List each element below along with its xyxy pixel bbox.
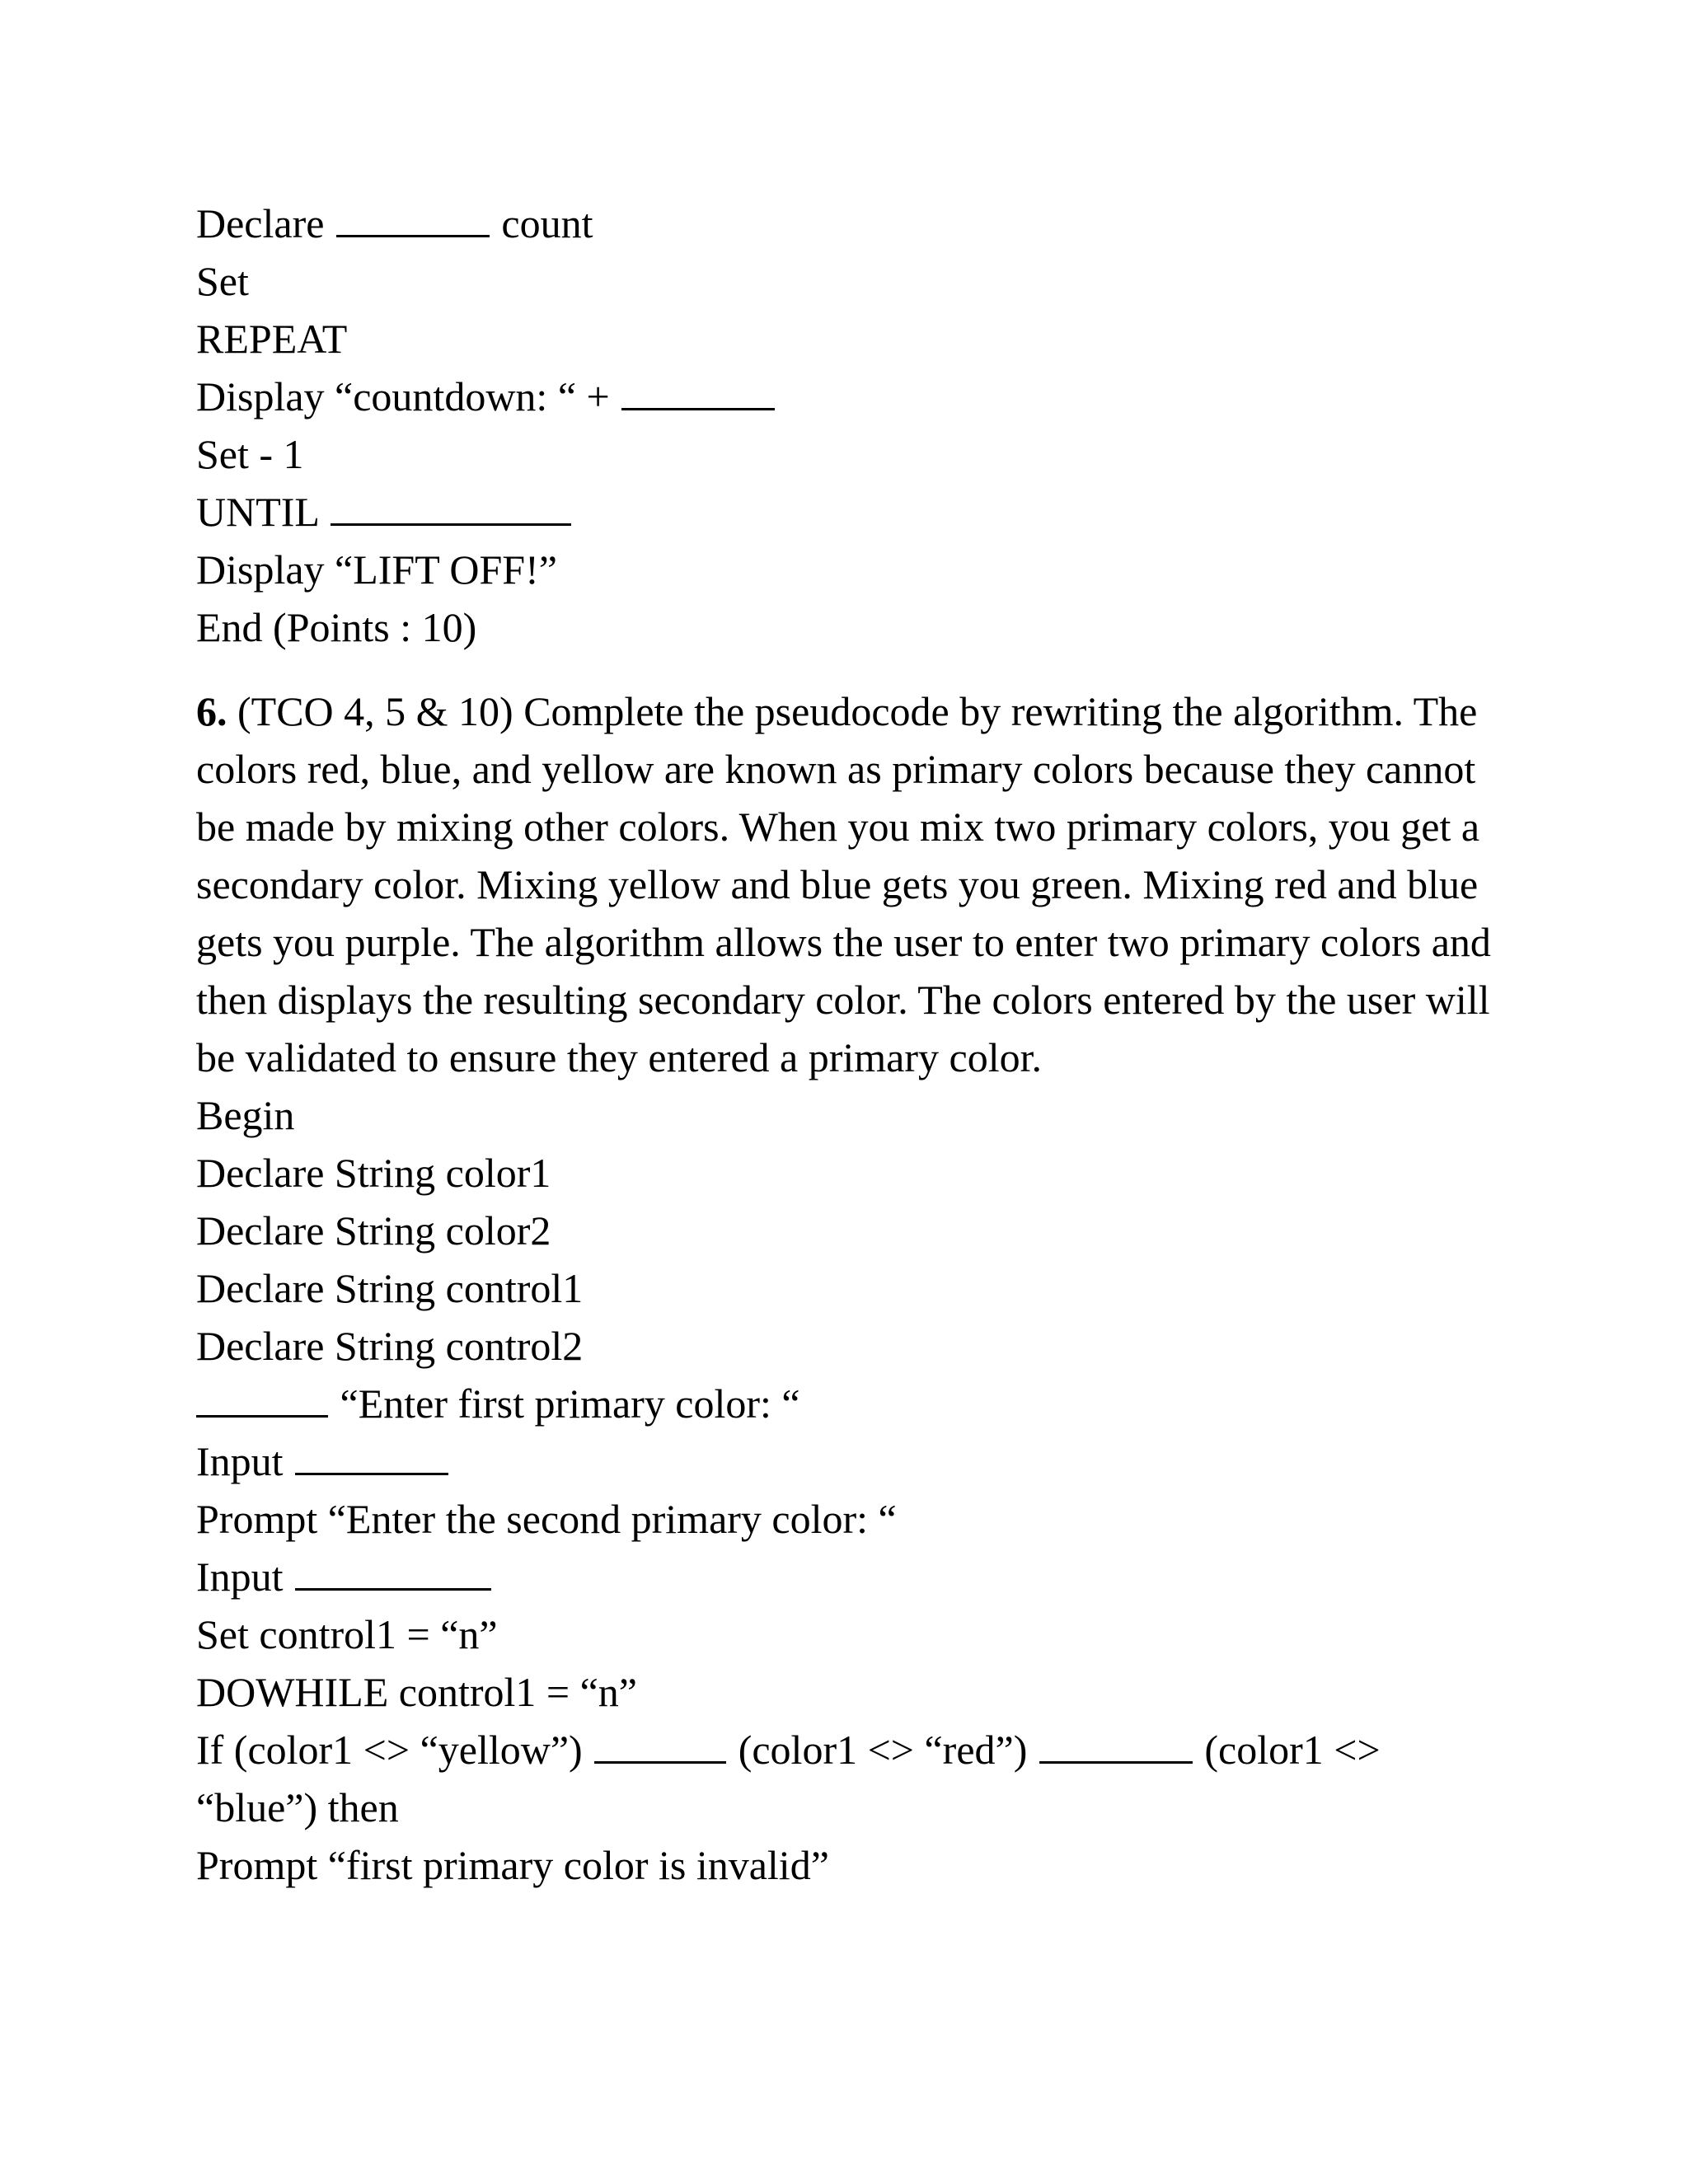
code-text: Declare String control1 <box>196 1265 584 1311</box>
question-6 <box>196 682 1515 1894</box>
answer-blank[interactable] <box>295 1552 491 1591</box>
code-text: UNTIL <box>196 489 319 535</box>
code-text: Set control1 = “n” <box>196 1611 498 1657</box>
code-line-if-continued <box>196 1779 1515 1836</box>
code-text: Prompt “first primary color is invalid” <box>196 1842 829 1888</box>
code-text: (color1 <> “red”) <box>738 1727 1028 1773</box>
code-text: Declare String color1 <box>196 1150 551 1196</box>
code-line-display-countdown <box>196 368 1498 425</box>
code-line-input-first <box>196 1432 1515 1490</box>
code-line-repeat <box>196 310 1498 368</box>
code-line-begin <box>196 1086 1515 1144</box>
answer-blank[interactable] <box>1039 1725 1193 1764</box>
code-text: REPEAT <box>196 316 348 362</box>
code-text: Display “countdown: “ + <box>196 373 610 419</box>
code-text: Input <box>196 1438 284 1484</box>
code-text: Set - 1 <box>196 431 304 477</box>
code-line-display-liftoff <box>196 541 1498 598</box>
code-line-end <box>196 598 1498 656</box>
code-line-decrement <box>196 425 1498 483</box>
code-text: (color1 <> <box>1204 1727 1381 1773</box>
code-line-prompt-second <box>196 1490 1515 1548</box>
code-text: If (color1 <> “yellow”) <box>196 1727 583 1773</box>
code-line-set <box>196 252 1498 310</box>
code-text: Set <box>196 258 249 304</box>
answer-blank[interactable] <box>336 199 490 237</box>
question-text: (TCO 4, 5 & 10) Complete the pseudocode by rewriting the algorithm. The colors red, blue, and yellow are known as primary colors because they cannot be made by mixing other colors. When you mix two primary colors, you get a secondary color. Mixing yellow and blue gets you green. Mixing red and blue gets you purple. The algorithm allows the user to enter two primary colors and then displays the resulting secondary color. The colors entered by the user will be validated to ensure they entered a primary color. <box>196 688 1491 1080</box>
pseudocode-countdown <box>196 194 1498 656</box>
answer-blank[interactable] <box>621 372 775 410</box>
code-text: Declare String control2 <box>196 1323 584 1369</box>
answer-blank[interactable] <box>331 487 571 526</box>
question-prompt <box>196 682 1498 1086</box>
answer-blank[interactable] <box>594 1725 726 1764</box>
code-text: End (Points : 10) <box>196 604 477 650</box>
code-text: Begin <box>196 1092 295 1138</box>
code-line-dowhile <box>196 1663 1515 1721</box>
code-line-if <box>196 1721 1515 1779</box>
code-line-until <box>196 483 1498 541</box>
code-text: Input <box>196 1554 284 1600</box>
answer-blank[interactable] <box>295 1436 448 1475</box>
code-line-decl-color1 <box>196 1144 1515 1202</box>
code-line-input-second <box>196 1548 1515 1605</box>
code-line-decl-color2 <box>196 1202 1515 1259</box>
code-line-decl-control1 <box>196 1259 1515 1317</box>
code-text: “Enter first primary color: “ <box>340 1380 800 1427</box>
answer-blank[interactable] <box>196 1379 328 1418</box>
code-text: Declare String color2 <box>196 1207 551 1254</box>
code-line-set-control1 <box>196 1605 1515 1663</box>
code-line-prompt-invalid <box>196 1836 1515 1894</box>
code-text: “blue”) then <box>196 1784 399 1830</box>
code-line-decl-control2 <box>196 1317 1515 1375</box>
code-line-declare <box>196 194 1498 252</box>
code-line-prompt-first <box>196 1375 1515 1432</box>
code-text: DOWHILE control1 = “n” <box>196 1669 637 1715</box>
code-text: count <box>501 200 593 246</box>
code-text: Prompt “Enter the second primary color: “ <box>196 1496 897 1542</box>
question-number: 6. <box>196 688 227 734</box>
code-text: Declare <box>196 200 325 246</box>
code-text: Display “LIFT OFF!” <box>196 546 557 593</box>
